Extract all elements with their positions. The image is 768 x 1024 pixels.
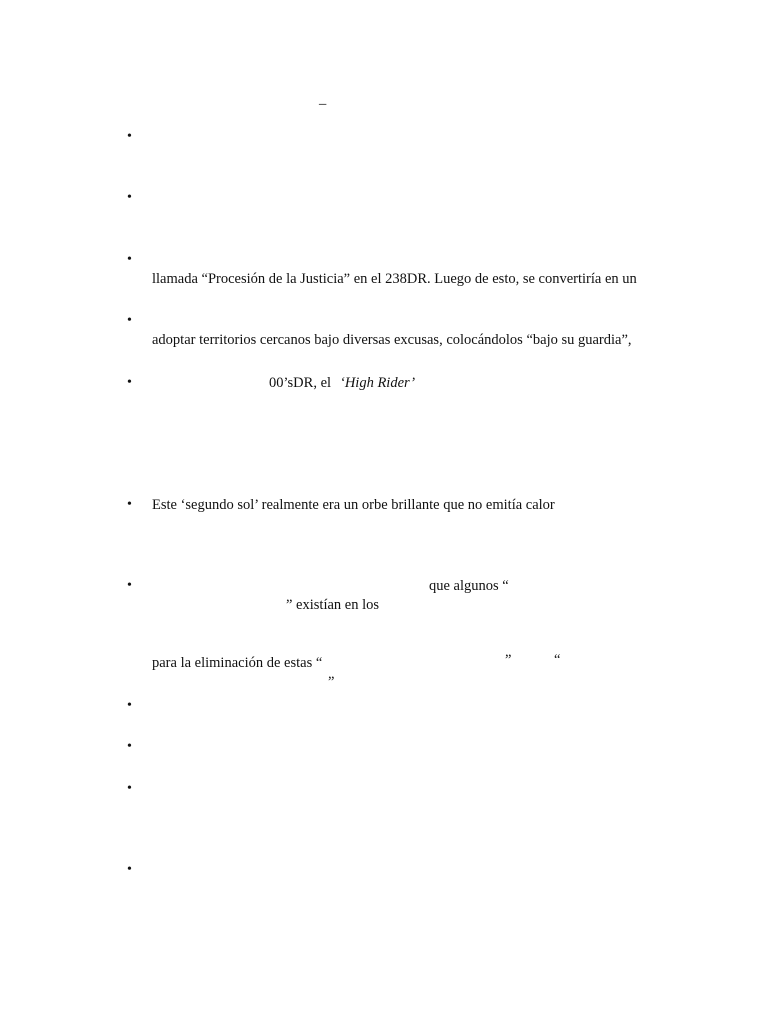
quote-mark: “ [554,652,561,668]
text-fragment: para la eliminación de estas “ [152,655,323,671]
text-fragment: ” existían en los [286,597,380,613]
quote-mark: ” [328,674,335,690]
text-fragment: que algunos “ [429,578,509,594]
bullet [127,130,132,144]
text-line: llamada “Procesión de la Justicia” en el 238DR. Luego de esto, se convertiría en un [152,271,637,287]
bullet [127,376,132,390]
bullet [127,782,132,796]
bullet [127,253,132,267]
text-line: adoptar territorios cercanos bajo diversas excusas, colocándolos “bajo su guardia”, [152,332,632,348]
bullet [127,191,132,205]
italic-title: ‘High Rider’ [340,375,416,391]
bullet [127,699,132,713]
bullet [127,498,132,512]
bullet [127,740,132,754]
bullet [127,863,132,877]
text-line: Este ‘segundo sol’ realmente era un orbe brillante que no emitía calor [152,497,555,513]
bullet [127,314,132,328]
dash-mark: _ [319,91,327,107]
bullet [127,579,132,593]
text-line: 00’sDR, el [269,375,332,391]
quote-mark: ” [505,652,512,668]
